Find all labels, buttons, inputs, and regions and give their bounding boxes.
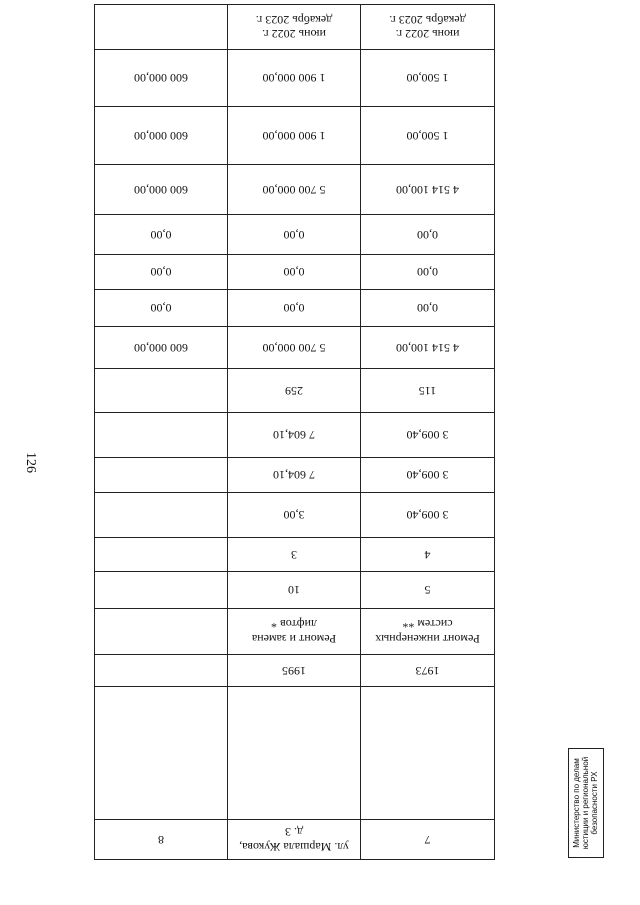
page-number: 126: [23, 452, 38, 473]
table-row: [95, 820, 495, 860]
table-cell: 0,00: [228, 290, 361, 327]
table-cell: 600 000,00: [95, 50, 228, 107]
table-cell: 1995: [228, 655, 361, 687]
table-cell: 1 500,00: [361, 50, 495, 107]
period-cell: июнь 2022 г. декабрь 2023 г.: [361, 5, 495, 50]
table-row: [95, 290, 495, 327]
table-cell: 7: [361, 820, 495, 860]
data-table-rotated: [95, 13, 495, 860]
table-cell: 1 500,00: [361, 107, 495, 165]
table-cell: 1973: [361, 655, 495, 687]
table-cell: 4 514 100,00: [361, 327, 495, 369]
table-cell: 3 009,40: [361, 458, 495, 493]
table-cell: 4: [361, 538, 495, 572]
table-cell: 1 900 000,00: [228, 107, 361, 165]
table-cell: [95, 369, 228, 413]
data-table: [94, 4, 495, 860]
table-cell: [95, 538, 228, 572]
table-row: [95, 107, 495, 165]
table-cell: 10: [228, 572, 361, 609]
table-row: [95, 655, 495, 687]
table-cell: 4 514 100,00: [361, 165, 495, 215]
table-row: [95, 687, 495, 820]
table-cell: 0,00: [95, 290, 228, 327]
table-cell: 0,00: [361, 290, 495, 327]
period-cell: июнь 2022 г. декабрь 2023 г.: [228, 5, 361, 50]
table-row: [95, 255, 495, 290]
table-row: [95, 369, 495, 413]
table-cell: 0,00: [228, 215, 361, 255]
table-cell: 600 000,00: [95, 165, 228, 215]
table-row: [95, 493, 495, 538]
table-cell: 7 604,10: [228, 458, 361, 493]
table-cell: 5: [361, 572, 495, 609]
table-row: [95, 327, 495, 369]
table-cell: 3 009,40: [361, 413, 495, 458]
address-cell: [361, 687, 495, 820]
table-cell: 259: [228, 369, 361, 413]
table-cell: 5 700 000,00: [228, 165, 361, 215]
table-cell: 600 000,00: [95, 327, 228, 369]
table-cell: ул. Маршала Жукова, д. 3: [228, 820, 361, 860]
table-cell: 0,00: [95, 215, 228, 255]
table-cell: 0,00: [361, 255, 495, 290]
table-cell: [95, 413, 228, 458]
table-row: [95, 165, 495, 215]
table-cell: 600 000,00: [95, 107, 228, 165]
table-row: [95, 215, 495, 255]
work-type-cell: Ремонт инженерных систем **: [361, 609, 495, 655]
table-cell: [95, 655, 228, 687]
table-cell: [95, 5, 228, 50]
table-row: [95, 5, 495, 50]
ministry-stamp: [568, 748, 604, 858]
table-cell: [95, 458, 228, 493]
table-row: [95, 413, 495, 458]
table-cell: 3: [228, 538, 361, 572]
table-cell: 0,00: [228, 255, 361, 290]
table-cell: [95, 609, 228, 655]
table-cell: [95, 493, 228, 538]
table-cell: 0,00: [95, 255, 228, 290]
table-cell: 5 700 000,00: [228, 327, 361, 369]
table-row: [95, 609, 495, 655]
table-row: [95, 458, 495, 493]
table-cell: 115: [361, 369, 495, 413]
table-row: [95, 538, 495, 572]
address-cell: [228, 687, 361, 820]
table-cell: 3,00: [228, 493, 361, 538]
table-cell: 8: [95, 820, 228, 860]
table-row: [95, 572, 495, 609]
stamp-text: Министерство по делам юстиции и региональной безопасности РХ: [572, 756, 600, 850]
table-row: [95, 50, 495, 107]
table-cell: [95, 687, 228, 820]
table-cell: 3 009,40: [361, 493, 495, 538]
table-cell: 0,00: [361, 215, 495, 255]
work-type-cell: Ремонт и замена лифтов *: [228, 609, 361, 655]
table-cell: 1 900 000,00: [228, 50, 361, 107]
table-cell: [95, 572, 228, 609]
table-cell: 7 604,10: [228, 413, 361, 458]
